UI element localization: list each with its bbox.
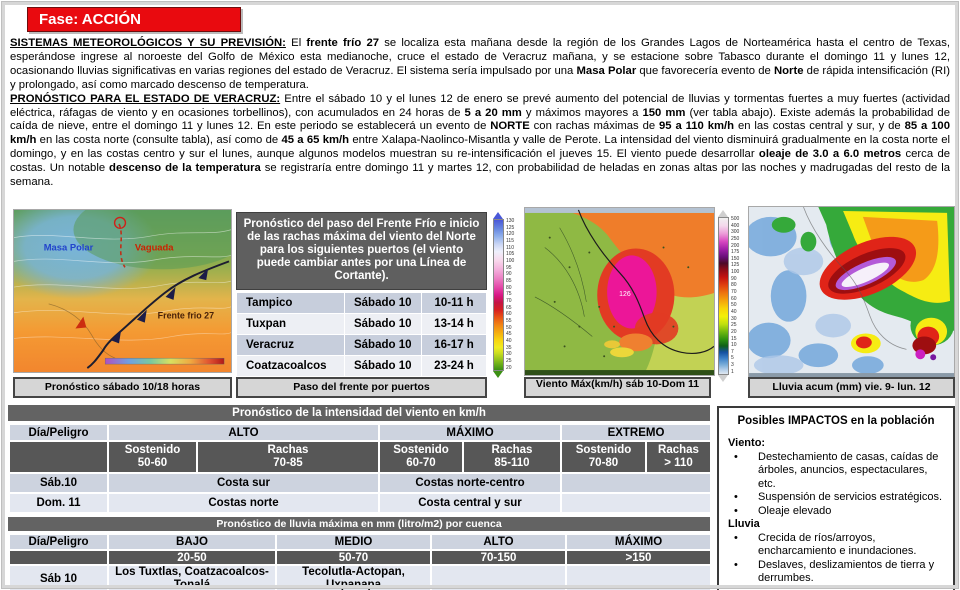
rain-map-graphic <box>749 207 954 377</box>
alto-cell: Costa sur <box>108 473 379 493</box>
table-row <box>9 565 711 590</box>
port-day: Sábado 10 <box>344 335 422 356</box>
alto-cell: Costas norte <box>108 493 379 513</box>
wind-colorbar <box>493 212 523 378</box>
rain-colorbar <box>718 210 748 382</box>
wind-table <box>8 423 712 514</box>
vaguada-label: Vaguada <box>134 241 174 253</box>
table-row <box>9 424 711 441</box>
port-hour: 10-11 h <box>422 293 487 314</box>
sub-cell: Rachas > 110 <box>646 441 711 473</box>
port-day: Sábado 10 <box>344 293 422 314</box>
rain-map-caption: Lluvia acum (mm) vie. 9- lun. 12 <box>748 377 955 398</box>
medio-cell: Tecolutla-Actopan, Uxpanapa <box>276 565 431 590</box>
bajo-cell: Los Tuxtlas, Coatzacoalcos-Tonalá <box>108 565 276 590</box>
table-row <box>237 335 487 356</box>
sub-cell: Rachas 70-85 <box>197 441 379 473</box>
range-cell: 70-150 <box>431 550 566 565</box>
ports-panel-header: Pronóstico del paso del Frente Frío e inicio de las rachas máxima del viento del Norte para los siguientes puertos (el viento puede cambiar antes por una Línea de Cortante). <box>236 212 487 290</box>
level-maximo: MÁXIMO <box>379 424 561 441</box>
ports-caption: Paso del frente por puertos <box>236 377 487 398</box>
port-name: Coatzacoalcos <box>237 356 345 377</box>
impacts-title: Posibles IMPACTOS en la población <box>737 415 935 427</box>
level-alto: ALTO <box>431 534 566 550</box>
rain-map <box>748 206 955 378</box>
sub-cell: Sostenido 50-60 <box>108 441 197 473</box>
frente-frio-label: Frente frio 27 <box>157 310 215 321</box>
ports-panel <box>236 212 487 377</box>
pronostico-heading: PRONÓSTICO PARA EL ESTADO DE VERACRUZ: <box>10 92 281 105</box>
level-alto: ALTO <box>108 424 379 441</box>
level-maximo: MÁXIMO <box>566 534 711 550</box>
day-cell: Sáb.10 <box>9 473 108 493</box>
list-item: • Destechamiento de casas, caídas de árboles, anuncios, espectaculares, etc. <box>728 451 944 492</box>
list-item: • Suspensión de servicios estratégicos. <box>728 491 944 505</box>
table-row <box>9 534 711 550</box>
table-row <box>237 314 487 335</box>
alto-cell <box>431 565 566 590</box>
day-cell: Dom. 11 <box>9 493 108 513</box>
list-item: • Oleaje elevado <box>728 505 944 519</box>
table-row <box>237 293 487 314</box>
paragraph-pronostico <box>10 93 950 190</box>
impacts-panel <box>717 406 955 590</box>
port-name: Tampico <box>237 293 345 314</box>
day-cell: Sáb 10 <box>9 565 108 590</box>
port-day: Sábado 10 <box>344 314 422 335</box>
port-day: Sábado 10 <box>344 356 422 377</box>
ports-table <box>236 292 487 377</box>
table-row <box>9 473 711 493</box>
table-row <box>9 441 711 473</box>
masa-polar-label: Masa Polar <box>43 241 94 253</box>
level-bajo: BAJO <box>108 534 276 550</box>
sistemas-body: El frente frío 27 se localiza esta mañana desde la región de los Grandes Lagos de Norteamérica hasta el centro de Texas, esperándose ingrese al noroeste del Golfo de México esta medianoche, cruce el estado de Veracruz mañana, y se estacione sobre Tabasco durante el domingo 11 y lunes 12, ocasionando lluvias significativas en varias regiones del estado de Veracruz. El sistema sería impulsado por una Masa Polar que favorecería evento de Norte de rápida intensificación (RI) y prolongado, así como marcado descenso de temperatura. <box>10 37 950 91</box>
paragraph-sistemas <box>10 37 950 93</box>
sub-cell: Sostenido 70-80 <box>561 441 646 473</box>
wind-map-caption: Viento Máx(km/h) sáb 10-Dom 11 <box>524 377 711 398</box>
rain-table <box>8 533 712 590</box>
level-extremo: EXTREMO <box>561 424 711 441</box>
extremo-cell <box>561 493 711 513</box>
level-medio: MEDIO <box>276 534 431 550</box>
col-header: Día/Peligro <box>9 534 108 550</box>
range-cell: 50-70 <box>276 550 431 565</box>
rain-colorbar-ticks: 500 400 300 250 200 175 150 125 100 90 80 70 60 50 40 30 25 20 15 10 7 5 3 1 <box>731 216 740 375</box>
wind-map-graphic <box>525 208 714 375</box>
port-name: Veracruz <box>237 335 345 356</box>
pronostico-body: Entre el sábado 10 y el lunes 12 de enero se prevé aumento del potencial de lluvias y tormentas fuertes a muy fuertes (actividad eléctrica, ráfagas de viento y en ocasiones torbellinos), con acumulados en 24 horas de 5 a 20 mm y máximos mayores a 150 mm (ver tabla abajo). Existe además la probabilidad de caída de nieve, entre el domingo 11 y lunes 12. En este periodo se establecerá un evento de NORTE con rachas máximas de 95 a 110 km/h en las costas central y sur, y de 85 a 100 km/h en las costa norte (consulte tabla), así como de 45 a 65 km/h entre Xalapa-Naolinco-Misantla y valle de Perote. La intensidad del viento disminuirá gradualmente en la costa norte el domingo, y en las costas centro y sur el lunes, aunque algunos modelos muestran su re-intensificación el jueves 15. El viento puede desarrollar oleaje de 3.0 a 6.0 metros cerca de costas. Un notable descenso de la temperatura se registraría entre domingo 11 y martes 12, con probabilidad de heladas en zonas altas por las noches y madrugadas del resto de la semana. <box>10 92 951 189</box>
wind-peak-value: 126 <box>619 290 631 298</box>
table-row <box>237 356 487 377</box>
port-hour: 16-17 h <box>422 335 487 356</box>
port-hour: 23-24 h <box>422 356 487 377</box>
list-item: • Deslaves, deslizamientos de tierra y derrumbes. <box>728 559 944 586</box>
impacts-lluvia-label: Lluvia <box>728 518 760 530</box>
sistemas-heading: SISTEMAS METEOROLÓGICOS Y SU PREVISIÓN: <box>10 37 286 49</box>
port-name: Tuxpan <box>237 314 345 335</box>
port-hour: 13-14 h <box>422 314 487 335</box>
sub-cell: Sostenido 60-70 <box>379 441 463 473</box>
range-cell: 20-50 <box>108 550 276 565</box>
synoptic-map <box>13 209 232 373</box>
sub-cell: Rachas 85-110 <box>463 441 561 473</box>
wind-table-title: Pronóstico de la intensidad del viento en km/h <box>8 405 710 421</box>
impacts-viento-label: Viento: <box>728 437 766 449</box>
extremo-cell <box>561 473 711 493</box>
forecast-text <box>10 37 950 190</box>
temperature-colorbar <box>105 358 224 364</box>
wind-colorbar-ticks: 130 125 120 115 110 105 100 95 90 85 80 75 70 65 60 55 50 45 40 35 30 25 20 <box>506 218 515 371</box>
synoptic-map-caption: Pronóstico sábado 10/18 horas <box>13 377 232 398</box>
table-row <box>9 493 711 513</box>
maximo-cell: Costa central y sur <box>379 493 561 513</box>
empty-cell <box>9 441 108 473</box>
col-header: Día/Peligro <box>9 424 108 441</box>
wind-map <box>524 207 715 376</box>
list-item: • Crecida de ríos/arroyos, encharcamiento e inundaciones. <box>728 532 944 559</box>
range-cell: >150 <box>566 550 711 565</box>
maximo-cell <box>566 565 711 590</box>
maximo-cell: Costas norte-centro <box>379 473 561 493</box>
wind-table-zone <box>8 405 710 590</box>
rain-table-title: Pronóstico de lluvia máxima en mm (litro/m2) por cuenca <box>8 517 710 531</box>
phase-banner: Fase: ACCIÓN <box>27 7 241 32</box>
empty-cell <box>9 550 108 565</box>
synoptic-map-graphic <box>14 210 231 372</box>
table-row <box>9 550 711 565</box>
